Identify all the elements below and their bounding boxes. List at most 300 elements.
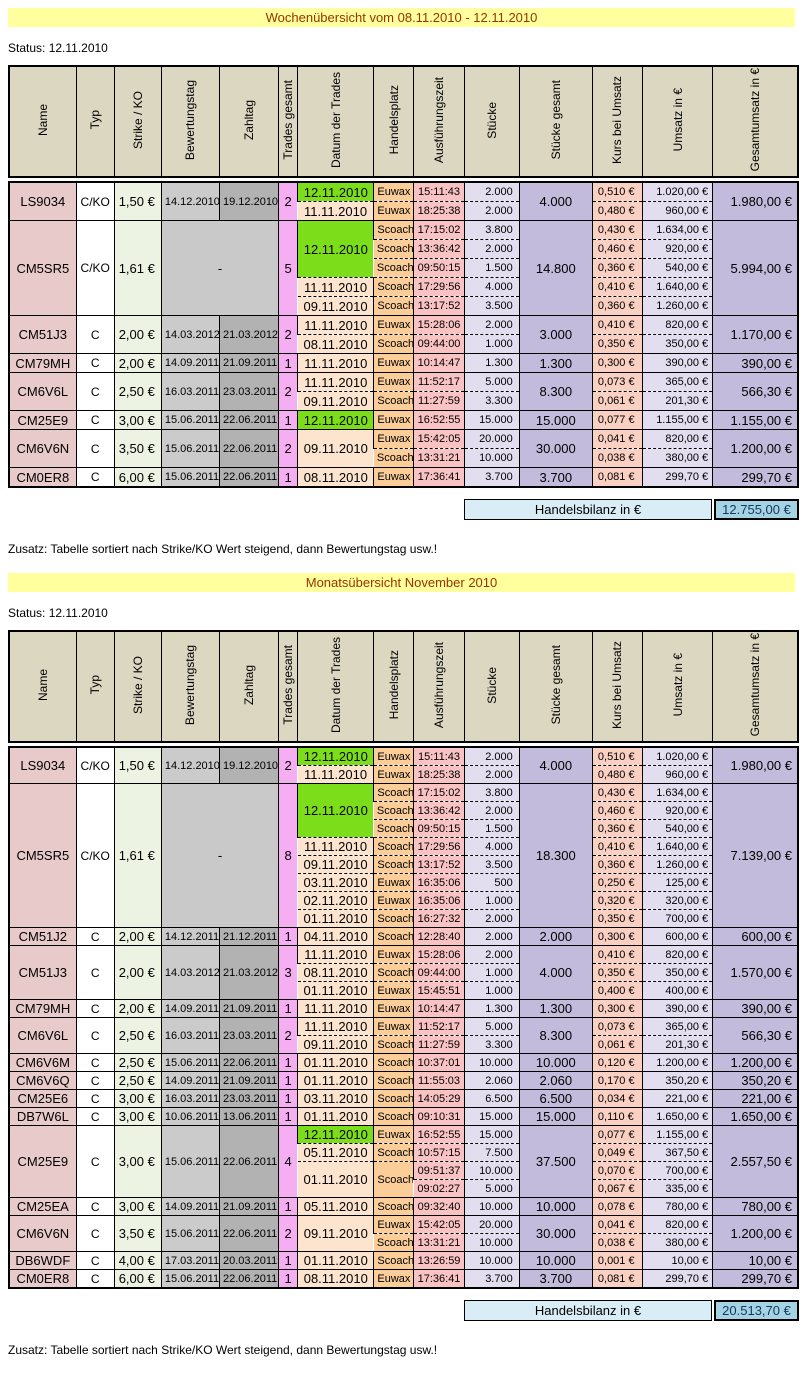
cell-ausfuehrungszeit: 11:52:17 (414, 373, 464, 392)
cell-kurs-bei-umsatz: 0,170 € (592, 1072, 642, 1090)
cell-kurs-bei-umsatz: 0,034 € (592, 1090, 642, 1108)
column-header-label: Trades gesamt (281, 645, 296, 725)
week-title: Wochenübersicht vom 08.11.2010 - 12.11.2010 (265, 10, 538, 25)
column-header-2 (114, 631, 161, 742)
cell-ausfuehrungszeit: 13:31:21 (414, 449, 464, 468)
cell-stuecke-gesamt: 8.300 (519, 373, 592, 411)
cell-strike: 2,50 € (114, 373, 161, 411)
cell-datum: 01.11.2010 (298, 982, 374, 1000)
cell-ausfuehrungszeit: 15:11:43 (414, 747, 464, 766)
table-row (9, 1216, 798, 1234)
column-header-2 (114, 66, 161, 177)
cell-gesamtumsatz: 1.570,00 € (713, 946, 798, 1000)
cell-zahltag: 21.09.2011 (220, 354, 279, 373)
cell-umsatz: 367,50 € (643, 1144, 713, 1162)
cell-kurs-bei-umsatz: 0,430 € (592, 784, 642, 802)
cell-stuecke: 3.800 (464, 221, 519, 240)
cell-kurs-bei-umsatz: 0,360 € (592, 820, 642, 838)
cell-name: CM25E6 (9, 1090, 76, 1108)
cell-typ: C (76, 1126, 114, 1198)
cell-stuecke: 2.000 (464, 766, 519, 784)
cell-handelsplatz: Euwax (374, 202, 414, 221)
cell-typ: C (76, 411, 114, 430)
cell-gesamtumsatz: 1.155,00 € (713, 411, 798, 430)
cell-datum: 11.11.2010 (298, 278, 374, 297)
cell-stuecke-gesamt: 10.000 (519, 1054, 592, 1072)
cell-ausfuehrungszeit: 12:28:40 (414, 928, 464, 946)
cell-strike: 3,00 € (114, 1090, 161, 1108)
balance-label: Handelsbilanz in € (464, 1300, 712, 1321)
cell-handelsplatz: Scoach (374, 335, 414, 354)
cell-handelsplatz: Euwax (374, 766, 414, 784)
cell-strike: 3,00 € (114, 1198, 161, 1216)
cell-handelsplatz: Scoach (374, 1090, 414, 1108)
cell-stuecke: 5.000 (464, 1018, 519, 1036)
cell-trades-gesamt: 1 (279, 1108, 298, 1126)
cell-stuecke: 3.800 (464, 784, 519, 802)
month-balance-row (8, 1300, 799, 1321)
cell-stuecke-gesamt: 30.000 (519, 430, 592, 468)
column-header-7 (374, 631, 414, 742)
cell-ausfuehrungszeit: 17:36:41 (414, 1270, 464, 1289)
cell-kurs-bei-umsatz: 0,400 € (592, 982, 642, 1000)
cell-bewertungstag: 16.03.2011 (161, 1018, 219, 1054)
column-header-label: Datum der Trades (328, 636, 343, 734)
table-row (9, 1018, 798, 1036)
cell-gesamtumsatz: 221,00 € (713, 1090, 798, 1108)
month-title-bar (8, 573, 795, 592)
cell-kurs-bei-umsatz: 0,430 € (592, 221, 642, 240)
cell-ausfuehrungszeit: 14:05:29 (414, 1090, 464, 1108)
cell-handelsplatz: Euwax (374, 411, 414, 430)
cell-gesamtumsatz: 566,30 € (713, 373, 798, 411)
cell-handelsplatz: Euwax (374, 182, 414, 202)
cell-typ: C (76, 1270, 114, 1289)
cell-umsatz: 320,00 € (643, 892, 713, 910)
cell-umsatz: 365,00 € (643, 373, 713, 392)
cell-stuecke: 1.300 (464, 354, 519, 373)
column-header-0 (9, 66, 76, 177)
cell-ausfuehrungszeit: 09:10:31 (414, 1108, 464, 1126)
cell-trades-gesamt: 2 (279, 182, 298, 221)
cell-gesamtumsatz: 5.994,00 € (713, 221, 798, 316)
cell-datum: 11.11.2010 (298, 1018, 374, 1036)
cell-handelsplatz: Scoach (374, 278, 414, 297)
table-row (9, 1090, 798, 1108)
cell-stuecke: 2.000 (464, 747, 519, 766)
cell-kurs-bei-umsatz: 0,360 € (592, 259, 642, 278)
cell-trades-gesamt: 1 (279, 928, 298, 946)
cell-kurs-bei-umsatz: 0,041 € (592, 1216, 642, 1234)
cell-datum: 09.11.2010 (298, 1036, 374, 1054)
cell-stuecke: 3.700 (464, 468, 519, 488)
cell-datum: 12.11.2010 (298, 221, 374, 278)
cell-kurs-bei-umsatz: 0,460 € (592, 240, 642, 259)
column-header-4 (220, 631, 279, 742)
column-header-label: Kurs bei Umsatz (610, 640, 625, 730)
cell-stuecke: 10.000 (464, 1252, 519, 1270)
cell-umsatz: 1.200,00 € (643, 1054, 713, 1072)
cell-kurs-bei-umsatz: 0,480 € (592, 766, 642, 784)
cell-stuecke: 1.000 (464, 335, 519, 354)
cell-trades-gesamt: 1 (279, 1252, 298, 1270)
cell-kurs-bei-umsatz: 0,077 € (592, 1126, 642, 1144)
cell-typ: C (76, 373, 114, 411)
column-header-5 (279, 66, 298, 177)
cell-umsatz: 1.640,00 € (643, 838, 713, 856)
cell-kurs-bei-umsatz: 0,360 € (592, 856, 642, 874)
cell-zahltag: 21.03.2012 (220, 946, 279, 1000)
cell-kurs-bei-umsatz: 0,460 € (592, 802, 642, 820)
cell-datum: 05.11.2010 (298, 1198, 374, 1216)
cell-handelsplatz: Scoach (374, 820, 414, 838)
cell-strike: 2,00 € (114, 354, 161, 373)
cell-gesamtumsatz: 299,70 € (713, 1270, 798, 1289)
cell-stuecke: 2.000 (464, 240, 519, 259)
cell-gesamtumsatz: 1.200,00 € (713, 1054, 798, 1072)
column-header-label: Bewertungstag (183, 644, 198, 726)
cell-typ: C (76, 1198, 114, 1216)
cell-name: CM0ER8 (9, 1270, 76, 1289)
cell-typ: C (76, 430, 114, 468)
cell-datum: 01.11.2010 (298, 1162, 374, 1198)
cell-zahltag: 22.06.2011 (220, 411, 279, 430)
cell-handelsplatz: Scoach (374, 392, 414, 411)
cell-umsatz: 700,00 € (643, 1162, 713, 1180)
column-header-13 (713, 66, 798, 177)
cell-ausfuehrungszeit: 16:27:32 (414, 910, 464, 928)
column-header-label: Strike / KO (130, 655, 145, 714)
cell-stuecke: 3.700 (464, 1270, 519, 1289)
cell-zahltag: 23.03.2011 (220, 1018, 279, 1054)
cell-strike: 3,00 € (114, 1108, 161, 1126)
cell-datum: 01.11.2010 (298, 1072, 374, 1090)
cell-kurs-bei-umsatz: 0,038 € (592, 449, 642, 468)
column-header-5 (279, 631, 298, 742)
cell-umsatz: 1.634,00 € (643, 221, 713, 240)
table-row (9, 784, 798, 802)
cell-trades-gesamt: 4 (279, 1126, 298, 1198)
cell-umsatz: 221,00 € (643, 1090, 713, 1108)
cell-ausfuehrungszeit: 16:52:55 (414, 1126, 464, 1144)
cell-ausfuehrungszeit: 17:15:02 (414, 784, 464, 802)
cell-gesamtumsatz: 7.139,00 € (713, 784, 798, 928)
cell-gesamtumsatz: 1.170,00 € (713, 316, 798, 354)
cell-ausfuehrungszeit: 10:37:01 (414, 1054, 464, 1072)
cell-trades-gesamt: 5 (279, 221, 298, 316)
cell-umsatz: 201,30 € (643, 1036, 713, 1054)
cell-kurs-bei-umsatz: 0,410 € (592, 838, 642, 856)
cell-handelsplatz: Scoach (374, 1108, 414, 1126)
cell-stuecke: 2.000 (464, 946, 519, 964)
cell-handelsplatz: Euwax (374, 1018, 414, 1036)
cell-ausfuehrungszeit: 17:15:02 (414, 221, 464, 240)
cell-kurs-bei-umsatz: 0,300 € (592, 1000, 642, 1018)
cell-stuecke: 3.300 (464, 392, 519, 411)
cell-handelsplatz: Euwax (374, 373, 414, 392)
cell-zahltag: 20.03.2011 (220, 1252, 279, 1270)
cell-gesamtumsatz: 600,00 € (713, 928, 798, 946)
table-row (9, 1252, 798, 1270)
cell-umsatz: 1.260,00 € (643, 856, 713, 874)
cell-typ: C (76, 946, 114, 1000)
cell-umsatz: 540,00 € (643, 820, 713, 838)
cell-handelsplatz: Scoach (374, 1072, 414, 1090)
cell-stuecke-gesamt: 3.700 (519, 468, 592, 488)
cell-zahltag: 23.03.2011 (220, 373, 279, 411)
cell-umsatz: 350,00 € (643, 335, 713, 354)
cell-zahltag: 22.06.2011 (220, 1216, 279, 1252)
cell-umsatz: 1.155,00 € (643, 411, 713, 430)
column-header-label: Datum der Trades (328, 71, 343, 169)
cell-bewertungstag: 14.09.2011 (161, 1072, 219, 1090)
cell-umsatz: 1.640,00 € (643, 278, 713, 297)
cell-bewertungstag: 14.09.2011 (161, 1198, 219, 1216)
cell-zahltag: 21.09.2011 (220, 1000, 279, 1018)
cell-datum: 01.11.2010 (298, 910, 374, 928)
cell-datum: 12.11.2010 (298, 411, 374, 430)
cell-strike: 1,50 € (114, 747, 161, 784)
cell-name: CM6V6N (9, 1216, 76, 1252)
cell-handelsplatz: Euwax (374, 874, 414, 892)
cell-name: LS9034 (9, 182, 76, 221)
cell-strike: 2,50 € (114, 1018, 161, 1054)
cell-handelsplatz: Euwax (374, 1216, 414, 1234)
cell-umsatz: 380,00 € (643, 1234, 713, 1252)
cell-ausfuehrungszeit: 17:29:56 (414, 278, 464, 297)
cell-kurs-bei-umsatz: 0,081 € (592, 468, 642, 488)
column-header-13 (713, 631, 798, 742)
cell-trades-gesamt: 1 (279, 354, 298, 373)
cell-handelsplatz: Scoach (374, 1054, 414, 1072)
cell-trades-gesamt: 1 (279, 1054, 298, 1072)
cell-typ: C/KO (76, 182, 114, 221)
cell-handelsplatz: Scoach (374, 1144, 414, 1162)
month-title: Monatsübersicht November 2010 (305, 575, 498, 590)
cell-gesamtumsatz: 1.200,00 € (713, 1216, 798, 1252)
column-header-label: Gesamtumsatz in € (748, 633, 763, 737)
cell-umsatz: 1.020,00 € (643, 747, 713, 766)
cell-handelsplatz: Scoach (374, 784, 414, 802)
cell-stuecke: 500 (464, 874, 519, 892)
cell-umsatz: 920,00 € (643, 802, 713, 820)
cell-bewertungstag: 15.06.2011 (161, 411, 219, 430)
cell-gesamtumsatz: 390,00 € (713, 1000, 798, 1018)
cell-strike: 1,50 € (114, 182, 161, 221)
cell-umsatz: 400,00 € (643, 982, 713, 1000)
cell-stuecke: 15.000 (464, 411, 519, 430)
cell-datum: 09.11.2010 (298, 392, 374, 411)
cell-zahltag: 19.12.2010 (220, 182, 279, 221)
cell-datum: 09.11.2010 (298, 1216, 374, 1252)
cell-bewertungstag: 16.03.2011 (161, 1090, 219, 1108)
cell-bewertungstag-zahltag: - (161, 221, 278, 316)
cell-kurs-bei-umsatz: 0,510 € (592, 747, 642, 766)
cell-handelsplatz: Scoach (374, 1036, 414, 1054)
cell-name: CM51J2 (9, 928, 76, 946)
column-header-8 (414, 66, 464, 177)
column-header-label: Umsatz in € (670, 88, 685, 152)
cell-trades-gesamt: 2 (279, 373, 298, 411)
cell-trades-gesamt: 1 (279, 1000, 298, 1018)
table-row (9, 1126, 798, 1144)
cell-datum: 01.11.2010 (298, 1108, 374, 1126)
column-header-6 (298, 631, 374, 742)
cell-ausfuehrungszeit: 11:27:59 (414, 1036, 464, 1054)
cell-stuecke-gesamt: 2.000 (519, 928, 592, 946)
cell-trades-gesamt: 1 (279, 1270, 298, 1289)
cell-kurs-bei-umsatz: 0,061 € (592, 1036, 642, 1054)
cell-ausfuehrungszeit: 16:52:55 (414, 411, 464, 430)
week-table-header (8, 65, 799, 178)
cell-stuecke: 2.000 (464, 316, 519, 335)
column-header-label: Umsatz in € (670, 653, 685, 717)
cell-bewertungstag: 15.06.2011 (161, 468, 219, 488)
cell-handelsplatz: Scoach (374, 1162, 414, 1198)
cell-stuecke: 3.300 (464, 1036, 519, 1054)
cell-bewertungstag: 17.03.2011 (161, 1252, 219, 1270)
cell-kurs-bei-umsatz: 0,067 € (592, 1180, 642, 1198)
cell-stuecke: 20.000 (464, 430, 519, 449)
column-header-8 (414, 631, 464, 742)
cell-stuecke: 3.500 (464, 856, 519, 874)
cell-trades-gesamt: 1 (279, 1198, 298, 1216)
cell-umsatz: 201,30 € (643, 392, 713, 411)
column-header-9 (464, 66, 519, 177)
month-table (8, 746, 799, 1289)
cell-umsatz: 350,20 € (643, 1072, 713, 1090)
cell-trades-gesamt: 1 (279, 1090, 298, 1108)
cell-stuecke-gesamt: 1.300 (519, 354, 592, 373)
cell-ausfuehrungszeit: 17:36:41 (414, 468, 464, 488)
month-footnote: Zusatz: Tabelle sortiert nach Strike/KO Wert steigend, dann Bewertungstag usw.! (8, 1343, 438, 1357)
cell-umsatz: 780,00 € (643, 1198, 713, 1216)
cell-zahltag: 19.12.2010 (220, 747, 279, 784)
cell-strike: 3,50 € (114, 430, 161, 468)
cell-typ: C (76, 1252, 114, 1270)
cell-ausfuehrungszeit: 11:52:17 (414, 1018, 464, 1036)
cell-umsatz: 920,00 € (643, 240, 713, 259)
month-table-header (8, 630, 799, 743)
cell-kurs-bei-umsatz: 0,300 € (592, 928, 642, 946)
column-header-11 (592, 631, 642, 742)
cell-stuecke: 2.000 (464, 802, 519, 820)
cell-datum: 11.11.2010 (298, 1000, 374, 1018)
cell-gesamtumsatz: 390,00 € (713, 354, 798, 373)
cell-trades-gesamt: 2 (279, 316, 298, 354)
table-row (9, 354, 798, 373)
column-header-3 (161, 631, 219, 742)
cell-typ: C (76, 354, 114, 373)
cell-typ: C (76, 1090, 114, 1108)
cell-zahltag: 22.06.2011 (220, 1270, 279, 1289)
cell-umsatz: 820,00 € (643, 430, 713, 449)
cell-datum: 09.11.2010 (298, 430, 374, 468)
cell-stuecke-gesamt: 14.800 (519, 221, 592, 316)
cell-stuecke-gesamt: 6.500 (519, 1090, 592, 1108)
cell-name: CM5SR5 (9, 221, 76, 316)
table-row (9, 747, 798, 766)
column-header-11 (592, 66, 642, 177)
cell-umsatz: 1.020,00 € (643, 182, 713, 202)
column-header-10 (519, 631, 592, 742)
cell-stuecke: 10.000 (464, 1054, 519, 1072)
cell-bewertungstag: 16.03.2011 (161, 373, 219, 411)
cell-strike: 2,00 € (114, 316, 161, 354)
cell-name: CM6V6Q (9, 1072, 76, 1090)
cell-kurs-bei-umsatz: 0,350 € (592, 335, 642, 354)
cell-gesamtumsatz: 299,70 € (713, 468, 798, 488)
cell-stuecke: 1.500 (464, 259, 519, 278)
table-row (9, 1072, 798, 1090)
column-header-10 (519, 66, 592, 177)
column-header-label: Handelsplatz (386, 85, 401, 155)
cell-gesamtumsatz: 1.980,00 € (713, 747, 798, 784)
table-row (9, 221, 798, 240)
week-footnote: Zusatz: Tabelle sortiert nach Strike/KO Wert steigend, dann Bewertungstag usw.! (8, 542, 438, 556)
cell-handelsplatz: Euwax (374, 430, 414, 449)
cell-typ: C (76, 1018, 114, 1054)
cell-umsatz: 350,00 € (643, 964, 713, 982)
cell-strike: 3,00 € (114, 1126, 161, 1198)
cell-name: CM6V6M (9, 1054, 76, 1072)
cell-ausfuehrungszeit: 15:42:05 (414, 430, 464, 449)
cell-strike: 3,50 € (114, 1216, 161, 1252)
table-row (9, 1054, 798, 1072)
column-header-label: Typ (88, 110, 103, 130)
cell-kurs-bei-umsatz: 0,041 € (592, 430, 642, 449)
cell-zahltag: 13.06.2011 (220, 1108, 279, 1126)
cell-datum: 12.11.2010 (298, 182, 374, 202)
cell-gesamtumsatz: 780,00 € (713, 1198, 798, 1216)
cell-ausfuehrungszeit: 10:14:47 (414, 1000, 464, 1018)
cell-stuecke: 15.000 (464, 1108, 519, 1126)
cell-bewertungstag: 14.09.2011 (161, 1000, 219, 1018)
cell-gesamtumsatz: 1.650,00 € (713, 1108, 798, 1126)
table-row (9, 1000, 798, 1018)
cell-typ: C (76, 1000, 114, 1018)
cell-zahltag: 21.09.2011 (220, 1072, 279, 1090)
column-header-12 (643, 631, 713, 742)
cell-umsatz: 600,00 € (643, 928, 713, 946)
cell-bewertungstag: 10.06.2011 (161, 1108, 219, 1126)
cell-datum: 05.11.2010 (298, 1144, 374, 1162)
cell-trades-gesamt: 1 (279, 1072, 298, 1090)
cell-stuecke: 2.060 (464, 1072, 519, 1090)
cell-ausfuehrungszeit: 15:11:43 (414, 182, 464, 202)
column-header-label: Ausführungszeit (432, 641, 447, 729)
cell-kurs-bei-umsatz: 0,410 € (592, 278, 642, 297)
cell-gesamtumsatz: 2.557,50 € (713, 1126, 798, 1198)
column-header-label: Bewertungstag (183, 79, 198, 161)
table-row (9, 1198, 798, 1216)
cell-trades-gesamt: 2 (279, 1018, 298, 1054)
cell-umsatz: 820,00 € (643, 316, 713, 335)
column-header-label: Zahltag (242, 664, 257, 706)
month-section (8, 573, 795, 1357)
cell-handelsplatz: Scoach (374, 1234, 414, 1252)
cell-handelsplatz: Euwax (374, 316, 414, 335)
cell-stuecke: 1.300 (464, 1000, 519, 1018)
cell-name: CM79MH (9, 354, 76, 373)
cell-umsatz: 540,00 € (643, 259, 713, 278)
cell-stuecke: 4.000 (464, 278, 519, 297)
cell-datum: 11.11.2010 (298, 202, 374, 221)
cell-stuecke: 1.000 (464, 982, 519, 1000)
cell-handelsplatz: Scoach (374, 928, 414, 946)
column-header-4 (220, 66, 279, 177)
cell-kurs-bei-umsatz: 0,410 € (592, 946, 642, 964)
